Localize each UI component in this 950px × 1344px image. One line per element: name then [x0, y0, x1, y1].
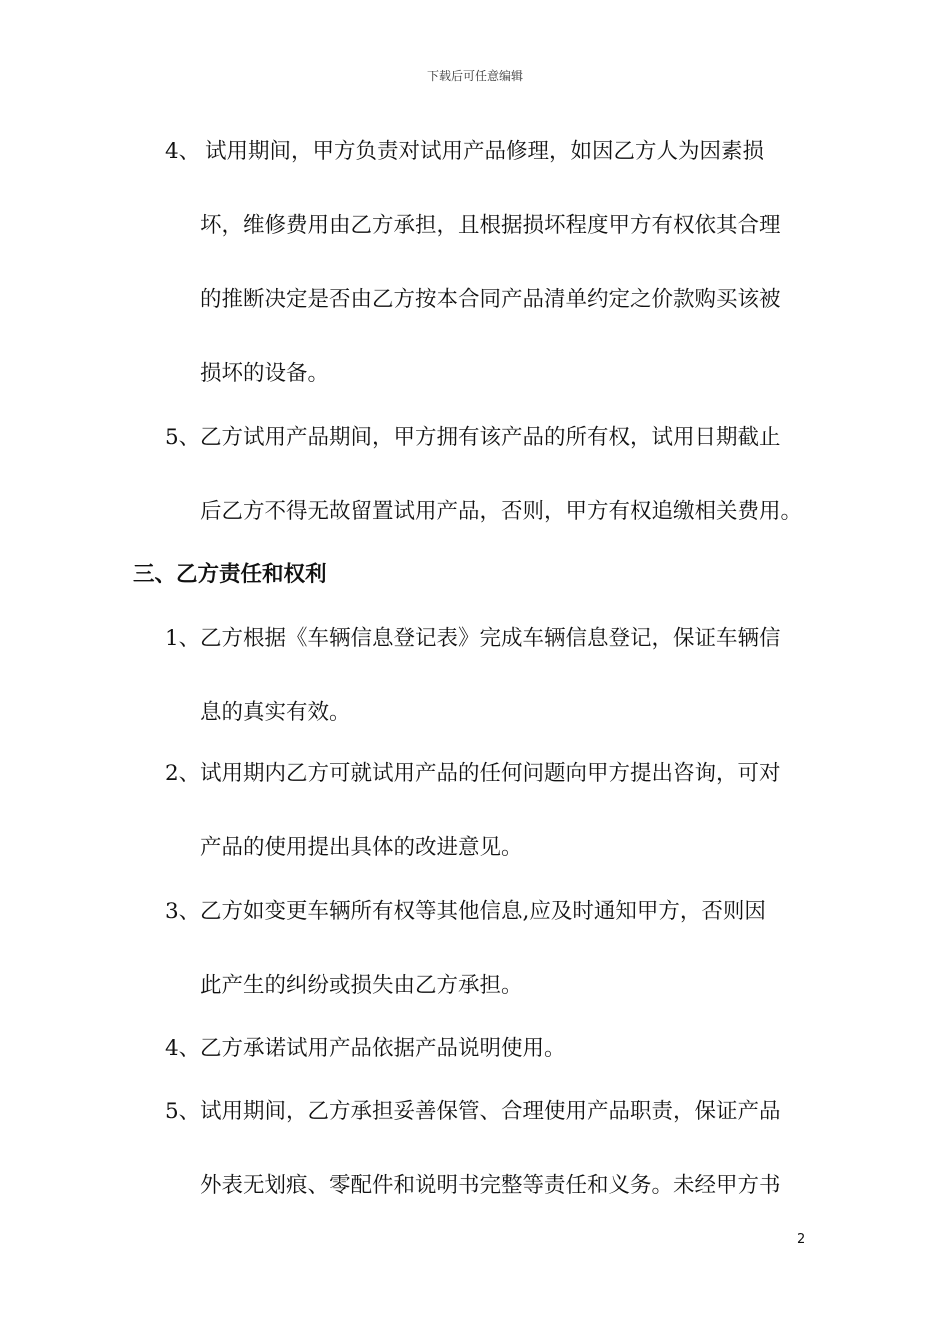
- item-text: 乙方如变更车辆所有权等其他信息,应及时通知甲方，否则因: [200, 899, 766, 924]
- item-text: 乙方根据《车辆信息登记表》完成车辆信息登记，保证车辆信: [200, 626, 781, 651]
- item-number: 4、: [165, 1036, 201, 1061]
- item-text-continuation: 产品的使用提出具体的改进意见。: [200, 835, 523, 860]
- item-text: 试用期内乙方可就试用产品的任何问题向甲方提出咨询，可对: [200, 761, 781, 786]
- item-text-continuation: 此产生的纠纷或损失由乙方承担。: [200, 973, 523, 998]
- section-heading: 三、乙方责任和权利: [133, 562, 327, 587]
- item-number: 3、: [165, 899, 201, 924]
- item-text: 乙方试用产品期间，甲方拥有该产品的所有权，试用日期截止: [200, 425, 781, 450]
- item-number: 2、: [165, 761, 201, 786]
- item-text-continuation: 息的真实有效。: [200, 700, 351, 725]
- page-number: 2: [797, 1232, 806, 1247]
- item-text-continuation: 外表无划痕、零配件和说明书完整等责任和义务。未经甲方书: [200, 1173, 781, 1198]
- item-text: 试用期间，乙方承担妥善保管、合理使用产品职责，保证产品: [200, 1099, 781, 1124]
- item-number: 5、: [165, 425, 201, 450]
- item-number: 5、: [165, 1099, 201, 1124]
- page-header: 下载后可任意编辑: [426, 69, 523, 83]
- item-text-continuation: 的推断决定是否由乙方按本合同产品清单约定之价款购买该被: [200, 287, 781, 312]
- item-text-continuation: 坏，维修费用由乙方承担，且根据损坏程度甲方有权依其合理: [200, 213, 781, 238]
- item-number: 1、: [165, 626, 201, 651]
- item-text-continuation: 损坏的设备。: [200, 361, 330, 386]
- item-number: 4、: [165, 139, 201, 164]
- item-text: 试用期间，甲方负责对试用产品修理，如因乙方人为因素损: [205, 139, 765, 164]
- item-text-continuation: 后乙方不得无故留置试用产品，否则，甲方有权追缴相关费用。: [200, 499, 803, 524]
- item-text: 乙方承诺试用产品依据产品说明使用。: [200, 1036, 566, 1061]
